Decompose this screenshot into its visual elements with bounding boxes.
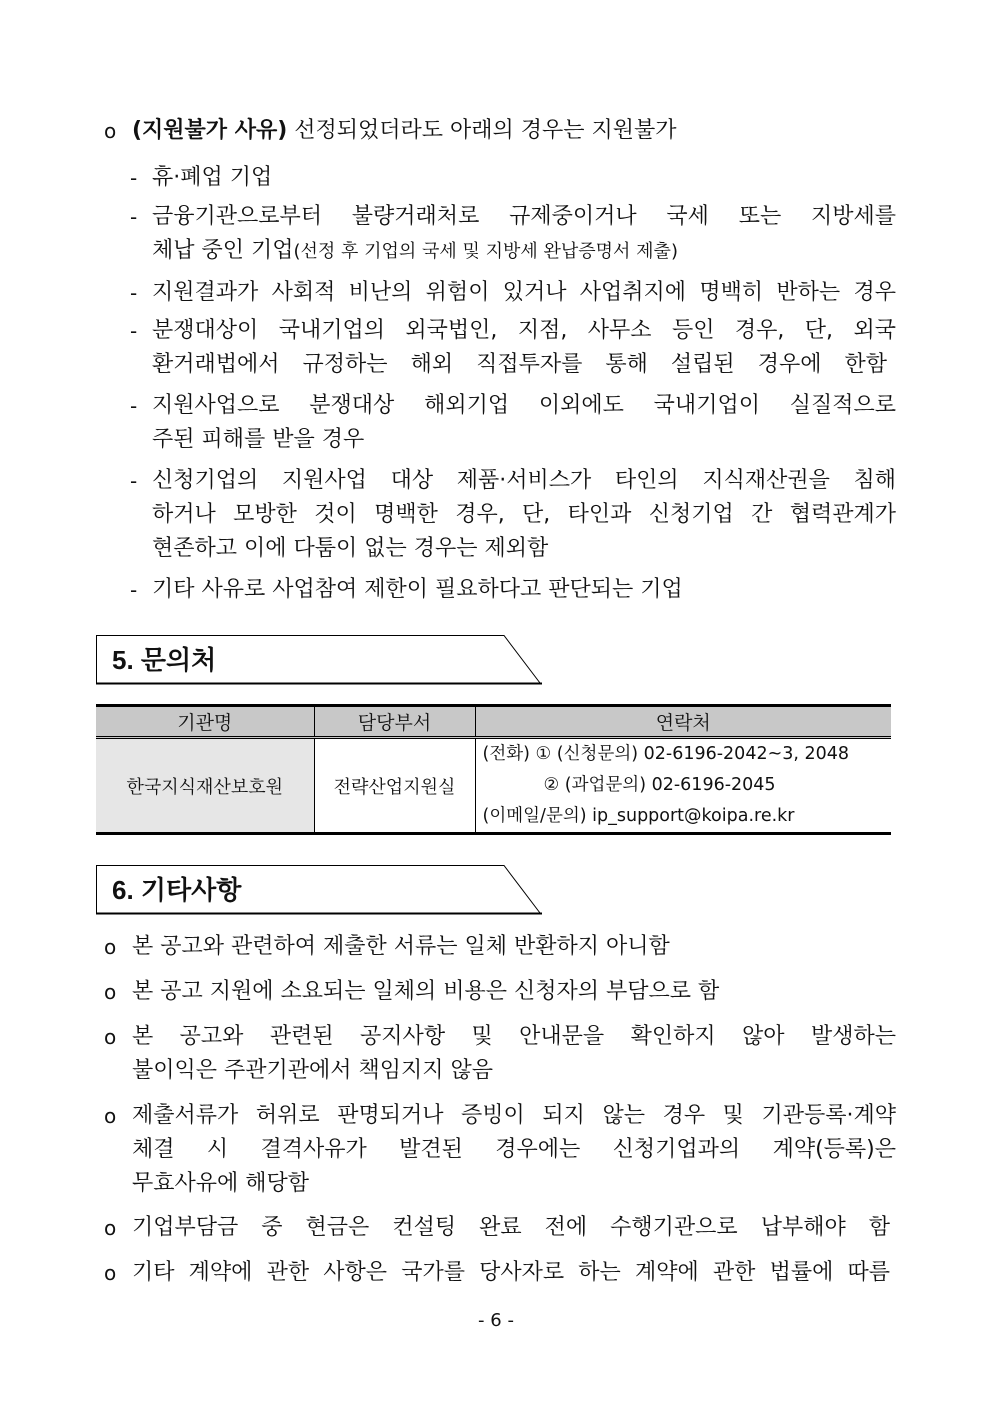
misc-item-cont: 무효사유에 해당함: [132, 1171, 310, 1196]
ineligibility-item-cont: 현존하고 이에 다툼이 없는 경우는 제외함: [152, 536, 549, 561]
dash-bullet: -: [130, 281, 138, 305]
org-name-cell: 한국지식재산보호원: [96, 738, 314, 834]
phone-task-line: ② (과업문의) 02-6196-2045: [543, 775, 776, 795]
ineligibility-item: 지원사업으로 분쟁대상 해외기업 이외에도 국내기업이 실질적으로: [152, 393, 896, 418]
bullet-circle: o: [104, 119, 117, 143]
ineligibility-heading: [132, 116, 677, 146]
misc-item: 본 공고와 관련하여 제출한 서류는 일체 반환하지 아니함: [132, 934, 670, 959]
misc-item: 기타 계약에 관한 사항은 국가를 당사자로 하는 계약에 관한 법률에 따름: [132, 1260, 890, 1285]
bullet-circle: o: [104, 1261, 117, 1285]
bullet-circle: o: [104, 980, 117, 1004]
table-header-row: [96, 706, 891, 738]
bullet-circle: o: [104, 1104, 117, 1128]
ineligibility-item: 지원결과가 사회적 비난의 위험이 있거나 사업취지에 명백히 반하는 경우: [152, 280, 896, 305]
table-row: [96, 738, 891, 834]
dash-bullet: -: [130, 166, 138, 190]
phone-apply-line: (전화) ① (신청문의) 02-6196-2042~3, 2048: [482, 744, 850, 764]
misc-item-cont: 불이익은 주관기관에서 책임지지 않음: [132, 1058, 494, 1083]
contact-cell: [475, 738, 891, 834]
dash-bullet: -: [130, 319, 138, 343]
section-header-6: [96, 865, 542, 915]
bullet-circle: o: [104, 935, 117, 959]
contact-table: [96, 704, 891, 835]
misc-item: 제출서류가 허위로 판명되거나 증빙이 되지 않는 경우 및 기관등록·계약: [132, 1103, 896, 1128]
bullet-circle: o: [104, 1216, 117, 1240]
section-title: 5. 문의처: [112, 645, 217, 675]
column-header-contact: 연락처: [475, 706, 891, 738]
misc-item: 본 공고 지원에 소요되는 일체의 비용은 신청자의 부담으로 함: [132, 979, 720, 1004]
ineligibility-item-note: (선정 후 기업의 국세 및 지방세 완납증명서 제출): [293, 241, 678, 262]
dept-cell: 전략산업지원실: [314, 738, 475, 834]
ineligibility-item: 금융기관으로부터 불량거래처로 규제중이거나 국세 또는 지방세를: [152, 204, 896, 229]
ineligibility-item: 휴·폐업 기업: [152, 165, 273, 190]
misc-item-cont: 체결 시 결격사유가 발견된 경우에는 신청기업과의 계약(등록)은: [132, 1137, 896, 1162]
ineligibility-item: 기타 사유로 사업참여 제한이 필요하다고 판단되는 기업: [152, 577, 683, 602]
dash-bullet: -: [130, 578, 138, 602]
ineligibility-heading-label: (지원불가 사유): [132, 118, 288, 143]
page-number: - 6 -: [478, 1310, 514, 1331]
misc-item: 본 공고와 관련된 공지사항 및 안내문을 확인하지 않아 발생하는: [132, 1024, 896, 1049]
ineligibility-item-cont: 하거나 모방한 것이 명백한 경우, 단, 타인과 신청기업 간 협력관계가: [152, 502, 896, 527]
ineligibility-heading-text: 선정되었더라도 아래의 경우는 지원불가: [287, 118, 677, 143]
dash-bullet: -: [130, 205, 138, 229]
column-header-dept: 담당부서: [314, 706, 475, 738]
bullet-circle: o: [104, 1025, 117, 1049]
section-title: 6. 기타사항: [112, 875, 242, 905]
column-header-org: 기관명: [96, 706, 314, 738]
dash-bullet: -: [130, 394, 138, 418]
ineligibility-item: 신청기업의 지원사업 대상 제품·서비스가 타인의 지식재산권을 침해: [152, 468, 896, 493]
dash-bullet: -: [130, 469, 138, 493]
section-header-5: [96, 635, 542, 685]
misc-item: 기업부담금 중 현금은 컨설팅 완료 전에 수행기관으로 납부해야 함: [132, 1215, 890, 1240]
ineligibility-item-cont: 환거래법에서 규정하는 해외 직접투자를 통해 설립된 경우에 한함: [152, 352, 887, 377]
ineligibility-item-text: 체납 중인 기업: [152, 238, 294, 263]
ineligibility-item-cont: [152, 236, 678, 267]
ineligibility-item-cont: 주된 피해를 받을 경우: [152, 427, 365, 452]
ineligibility-item: 분쟁대상이 국내기업의 외국법인, 지점, 사무소 등인 경우, 단, 외국: [152, 318, 896, 343]
email-line[interactable]: (이메일/문의) ip_support@koipa.re.kr: [482, 806, 795, 826]
